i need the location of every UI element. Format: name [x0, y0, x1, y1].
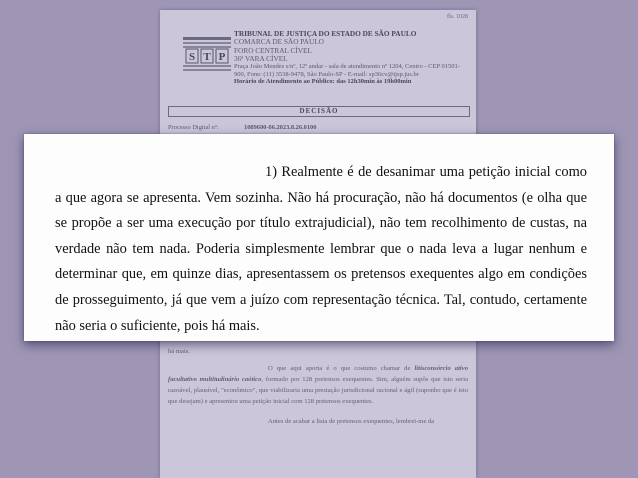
- body-paragraph-1: O que aqui aporta é o que costumo chamar de litisconsórcio ativo facultativo multitudinário caótico, formado por 128 pretensos exequentes. Sim, alguém supôs que isto seria razoável, plausível, "econômico", que viabilizaria uma prestação jurisdicional racional e ágil (suponho que é isto que desejam) e apresentou uma petição inicial com 128 pretensos exequentes.: [168, 365, 468, 405]
- process-info: [168, 124, 316, 132]
- header-line-4: 36ª VARA CÍVEL: [234, 53, 288, 63]
- document-body: [168, 346, 468, 436]
- svg-text:P: P: [218, 51, 226, 63]
- process-label: Processo Digital nº:: [168, 124, 219, 131]
- page-number: fls. 1028: [447, 14, 468, 20]
- zoomed-paragraph: 1) Realmente é de desanimar uma petição inicial como a que agora se apresenta. Vem sozinha. Não há procuração, não há documentos (e olha que se propõe a ser uma execução por título extrajudicial), não tem recolhimento de custas, na verdade não tem nada. Poderia simplesmente lembrar que o nada leva a lugar nenhum e determinar que, em quinze dias, apresentassem os pretensos exequentes algo em condições de prosseguimento, já que vem a juízo com representação técnica. Tal, contudo, certamente não seria o suficiente, pois há mais.: [55, 164, 587, 334]
- header-hours: Horário de Atendimento ao Público: das 12h30min às 19h00min: [234, 78, 412, 86]
- court-seal-logo: [182, 34, 232, 76]
- header-line-1: TRIBUNAL DE JUSTIÇA DO ESTADO DE SÃO PAULO: [234, 29, 417, 38]
- svg-text:S: S: [188, 51, 196, 63]
- header-line-2: COMARCA DE SÃO PAULO: [234, 37, 324, 47]
- header-line-3: FORO CENTRAL CÍVEL: [234, 45, 312, 55]
- header-address: Praça João Mendes s/nº, 12º andar - sala de atendimento nº 1204, Centro - CEP 01501-900, Fone: (11) 3538-9478, São Paulo-SP - E-mail: sp36cv@tjsp.jus.br: [234, 63, 460, 78]
- svg-text:T: T: [203, 51, 211, 63]
- document-title: DECISÃO: [168, 106, 470, 117]
- body-tail: há mais.: [168, 348, 190, 355]
- zoomed-excerpt: [24, 134, 614, 341]
- process-number: 1089600-06.2023.8.26.0100: [244, 124, 317, 131]
- body-paragraph-2: Antes de acabar a lista de pretensos exequentes, lembrei-me da: [268, 418, 435, 425]
- court-header: [234, 30, 470, 86]
